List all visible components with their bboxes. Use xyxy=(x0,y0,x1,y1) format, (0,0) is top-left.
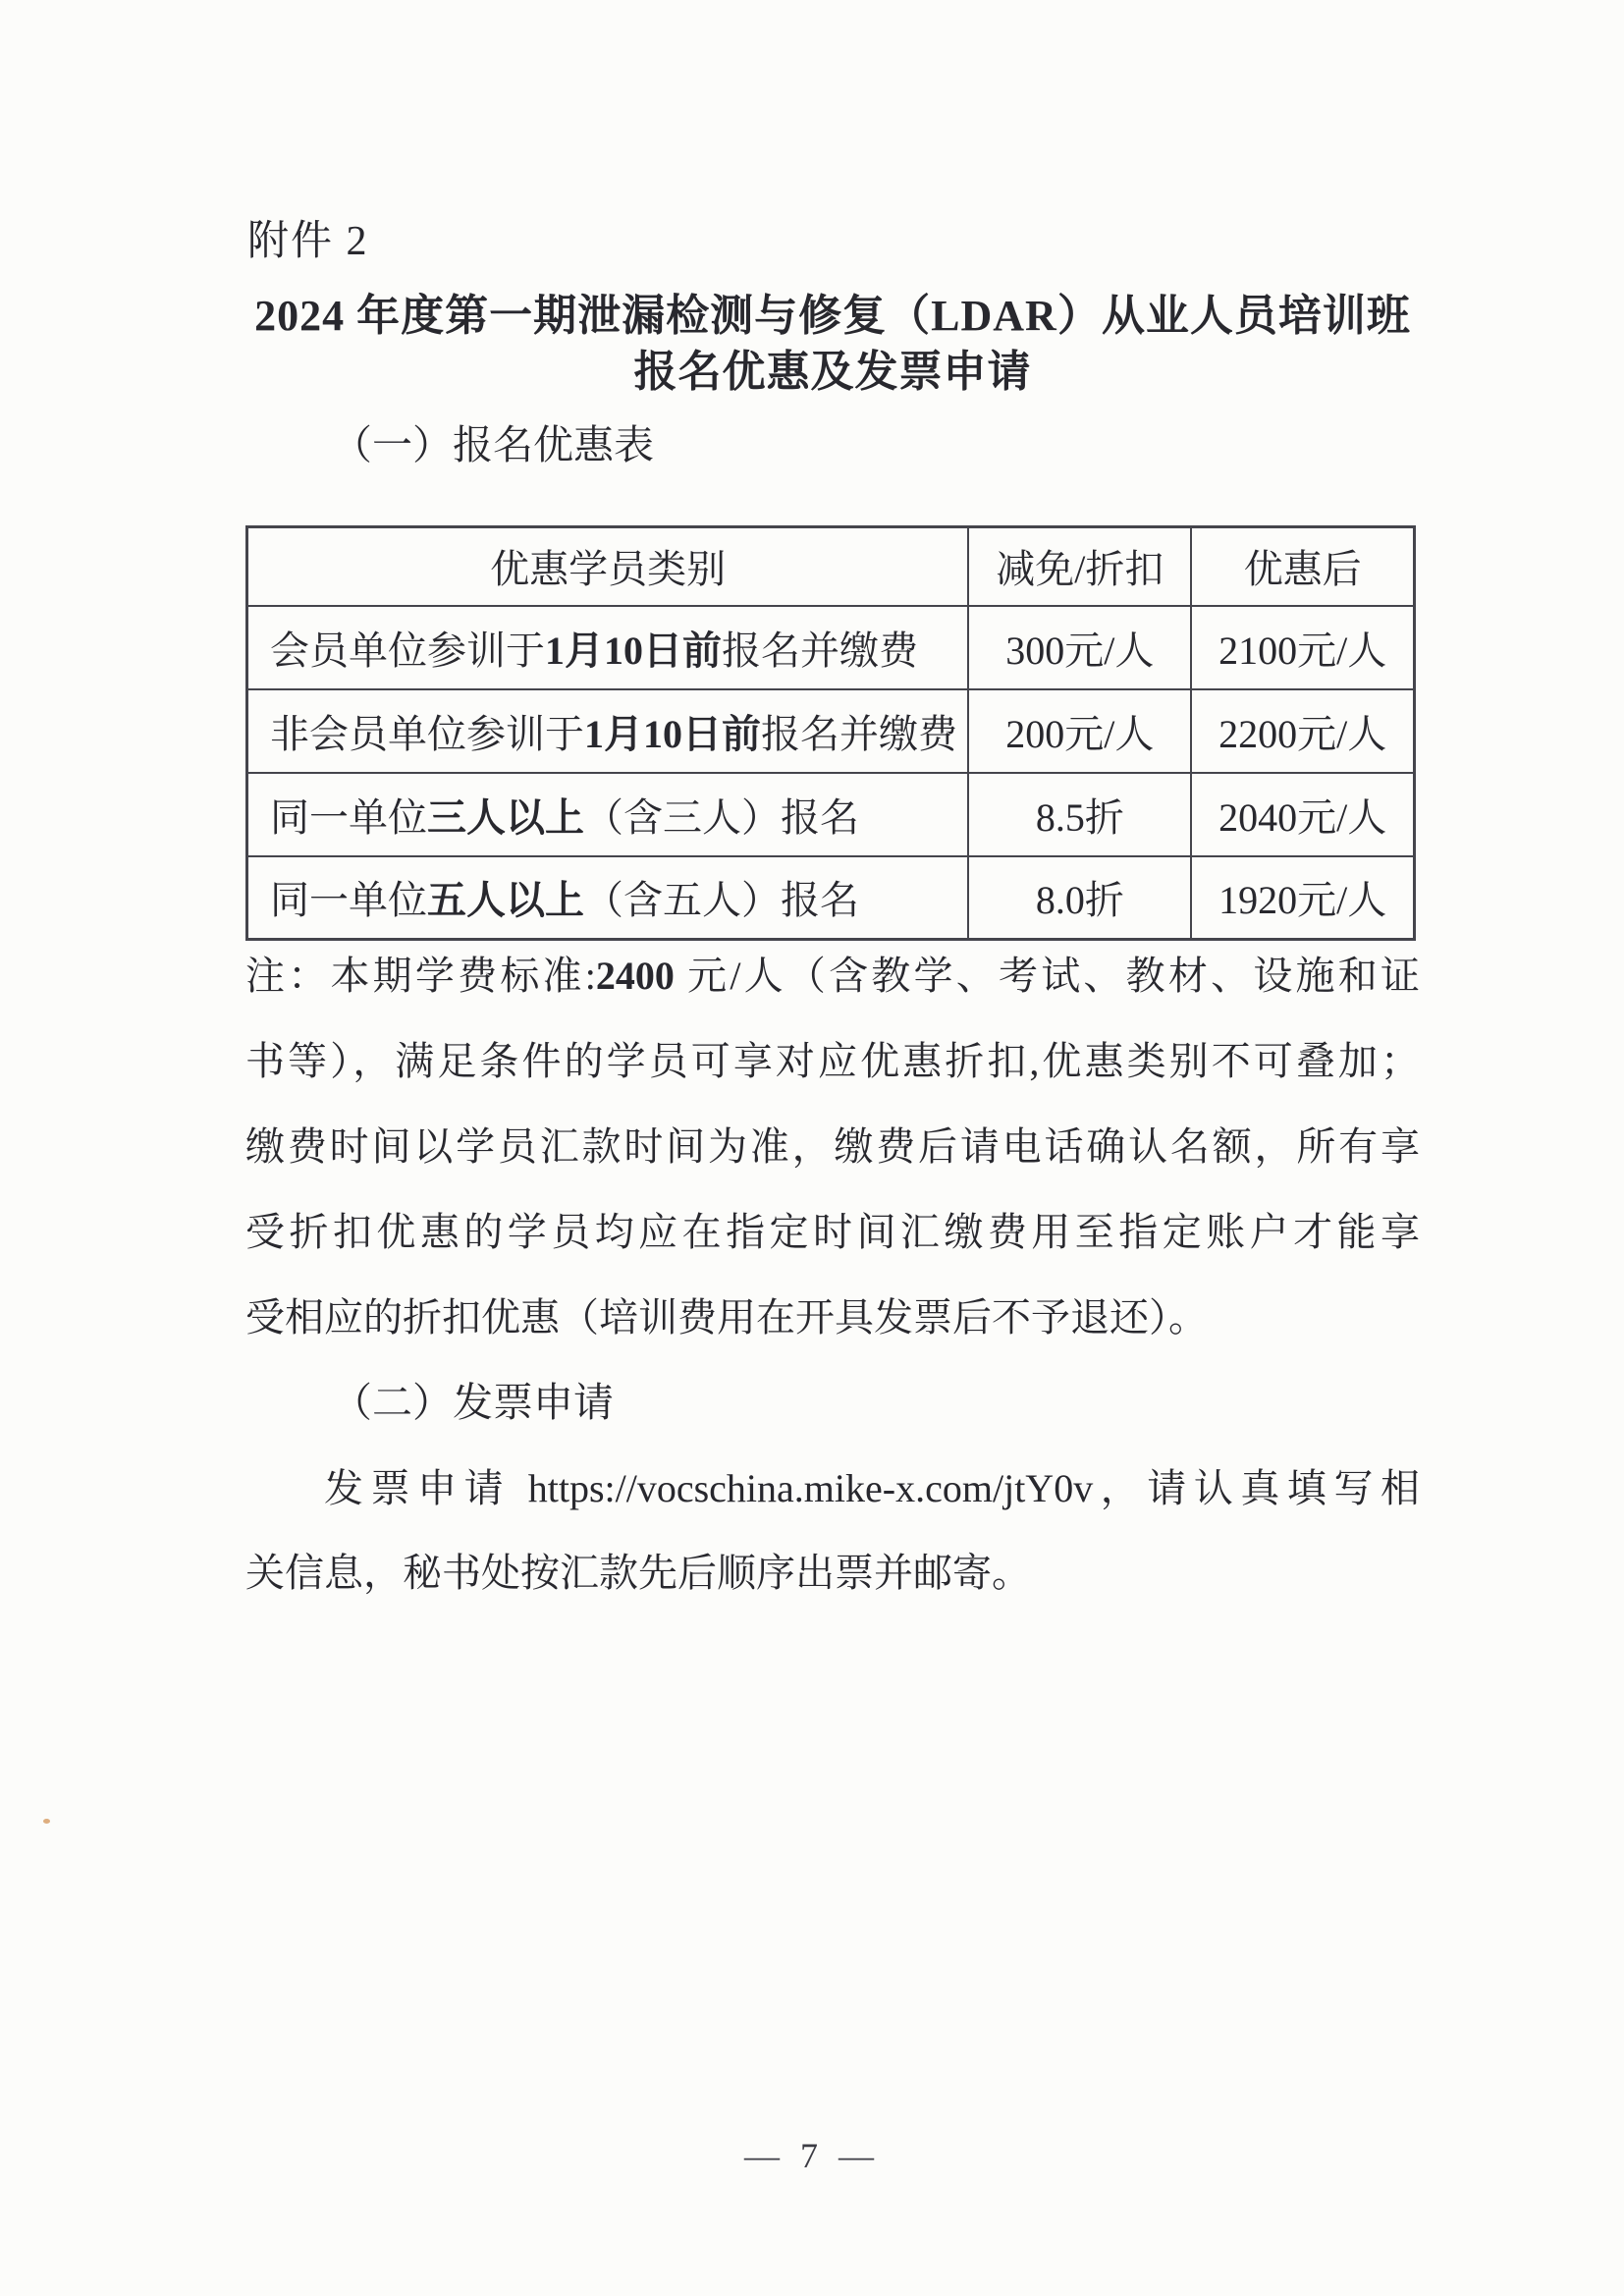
page-number: — 7 — xyxy=(744,2136,880,2175)
header-cell-category: 优惠学员类别 xyxy=(247,527,969,606)
table-row xyxy=(247,689,1415,773)
note-line: 受相应的折扣优惠（培训费用在开具发票后不予退还）。 xyxy=(245,1295,1208,1339)
header-cell-after: 优惠后 xyxy=(1191,527,1414,606)
table-row xyxy=(247,773,1415,856)
table-row xyxy=(247,606,1415,689)
header-cell-discount: 减免/折扣 xyxy=(968,527,1191,606)
cell-after: 2100元/人 xyxy=(1191,606,1414,689)
table-row xyxy=(247,856,1415,940)
cell-category: 同一单位三人以上（含三人）报名 xyxy=(247,773,969,856)
note-line: 受折扣优惠的学员均应在指定时间汇缴费用至指定账户才能享 xyxy=(245,1210,1420,1254)
note-line: 书等），满足条件的学员可享对应优惠折扣,优惠类别不可叠加； xyxy=(245,1039,1420,1083)
document-title xyxy=(245,288,1420,400)
cell-discount: 8.5折 xyxy=(968,773,1191,856)
discount-table xyxy=(245,525,1416,941)
document-title-line1: 2024 年度第一期泄漏检测与修复（LDAR）从业人员培训班 xyxy=(254,292,1411,340)
cell-discount: 200元/人 xyxy=(968,689,1191,773)
cell-discount: 8.0折 xyxy=(968,856,1191,940)
note-line: 注：本期学费标准:2400 元/人（含教学、考试、教材、设施和证 xyxy=(245,954,1420,998)
scan-artifact-speck xyxy=(43,1819,50,1824)
cell-after: 2200元/人 xyxy=(1191,689,1414,773)
note-line: 缴费时间以学员汇款时间为准，缴费后请电话确认名额，所有享 xyxy=(245,1124,1420,1169)
cell-after: 1920元/人 xyxy=(1191,856,1414,940)
cell-discount: 300元/人 xyxy=(968,606,1191,689)
cell-category: 非会员单位参训于1月10日前报名并缴费 xyxy=(247,689,969,773)
cell-category: 会员单位参训于1月10日前报名并缴费 xyxy=(247,606,969,689)
document-title-line2: 报名优惠及发票申请 xyxy=(633,348,1032,396)
cell-category: 同一单位五人以上（含五人）报名 xyxy=(247,856,969,940)
invoice-paragraph xyxy=(245,1447,1420,1615)
note-paragraph xyxy=(245,933,1420,1360)
attachment-label: 附件 2 xyxy=(247,219,369,264)
invoice-line: 关信息，秘书处按汇款先后顺序出票并邮寄。 xyxy=(245,1551,1031,1595)
section-heading-invoice: （二）发票申请 xyxy=(332,1380,614,1425)
invoice-line-with-url: 发票申请 https://vocschina.mike-x.com/jtY0v，请认真填写相 xyxy=(324,1466,1420,1510)
cell-after: 2040元/人 xyxy=(1191,773,1414,856)
table-header-row xyxy=(247,527,1415,606)
section-heading-discount-table: （一）报名优惠表 xyxy=(332,422,654,467)
